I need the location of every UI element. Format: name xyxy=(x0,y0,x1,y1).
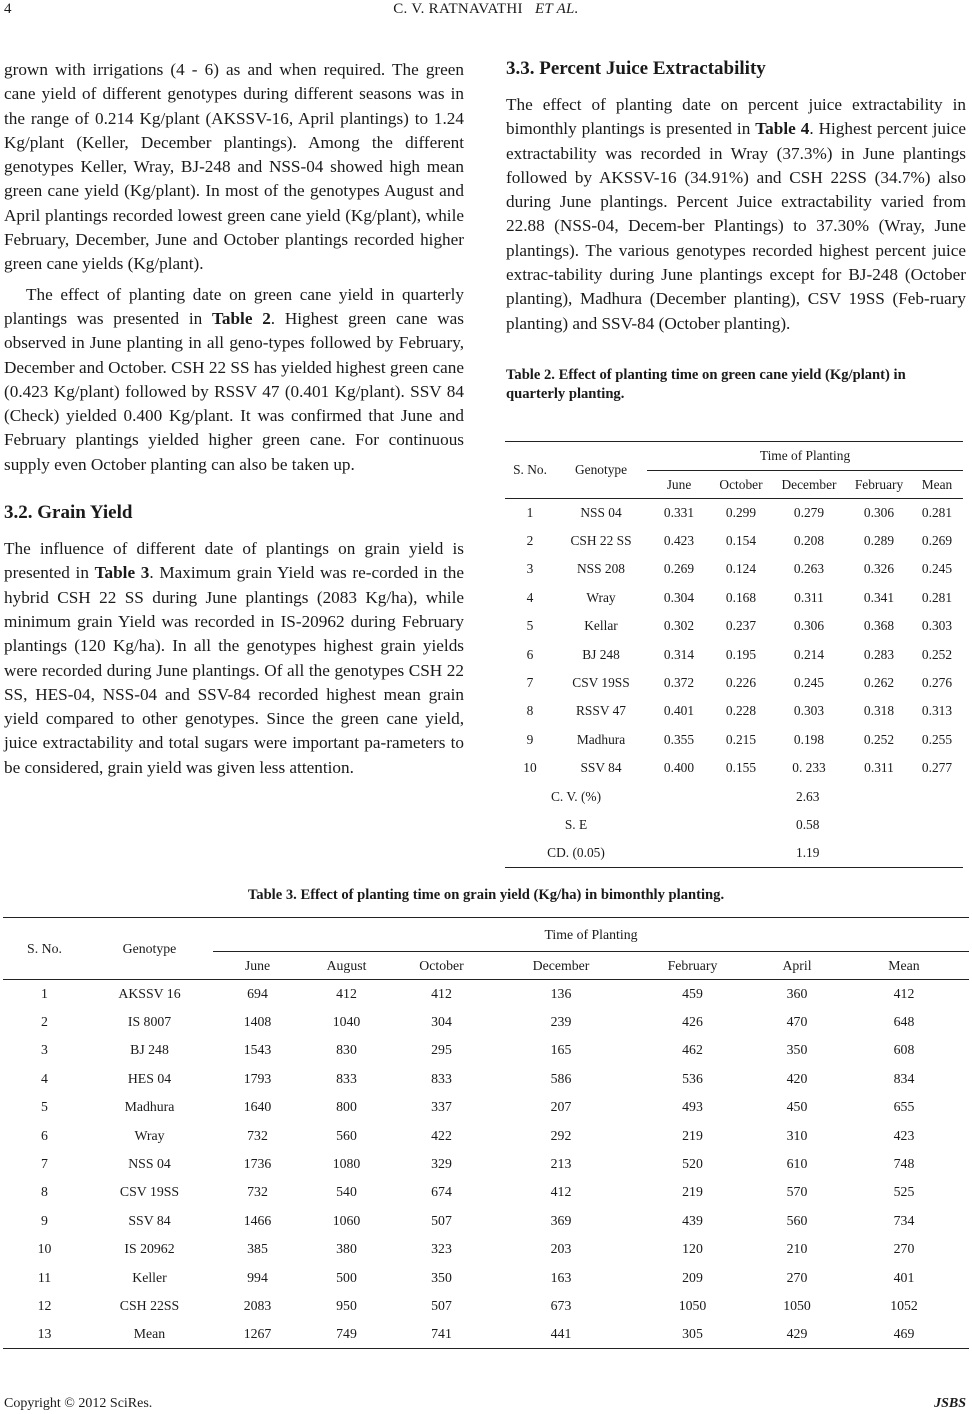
table2-stat-value: 2.63 xyxy=(796,788,820,804)
table2-cell-value: 0.269 xyxy=(663,561,695,577)
table3-row xyxy=(3,1320,969,1348)
table2-cell-sno: 3 xyxy=(526,561,534,577)
table3-cell-value: 560 xyxy=(786,1212,808,1228)
table3-cell-value: 500 xyxy=(336,1269,357,1285)
table3-cell-value: 673 xyxy=(550,1297,572,1313)
table2-cell-value: 0.214 xyxy=(793,646,825,662)
table3-cell-value: 426 xyxy=(682,1014,703,1030)
table2-cell-value: 0.299 xyxy=(725,504,757,520)
table2-cell-genotype: NSS 208 xyxy=(577,561,625,577)
table3-caption: Table 3. Effect of planting time on grain yield (Kg/ha) in bimonthly planting. xyxy=(247,887,725,903)
table3-row xyxy=(3,1121,969,1149)
table3-header-genotype: Genotype xyxy=(86,918,213,980)
table3-header-october: October xyxy=(419,957,464,973)
table3-cell-value: 1050 xyxy=(783,1297,811,1313)
table2-cell-value: 0.281 xyxy=(921,589,953,605)
table2-cell-genotype: Wray xyxy=(586,589,616,605)
table3-header-august: August xyxy=(326,957,367,973)
table3-cell-value: 470 xyxy=(786,1014,808,1030)
table2-header-genotype: Genotype xyxy=(555,442,647,499)
table3-cell-value: 350 xyxy=(786,1042,808,1058)
table2-stat-value: 0.58 xyxy=(796,817,820,833)
table2-caption: Table 2. Effect of planting time on green cane yield (Kg/plant) in quarterly planting. xyxy=(506,366,906,402)
table2-cell-value: 0.263 xyxy=(793,561,825,577)
table3-cell-value: 163 xyxy=(550,1269,572,1285)
table2-row xyxy=(505,612,963,640)
table3-cell-value: 412 xyxy=(336,985,357,1001)
table2-cell-genotype: SSV 84 xyxy=(580,760,622,776)
table2-cell-sno: 5 xyxy=(526,618,534,634)
table2-cell-value: 0.372 xyxy=(663,675,695,691)
table3-cell-value: 732 xyxy=(247,1184,268,1200)
table3-cell-sno: 1 xyxy=(41,985,48,1001)
table2-cell-value: 0.423 xyxy=(663,533,695,549)
table2-cell-value: 0.198 xyxy=(793,731,825,747)
table3-cell-value: 570 xyxy=(786,1184,808,1200)
table3-cell-value: 423 xyxy=(893,1127,915,1143)
table2-cell-value: 0.269 xyxy=(921,533,953,549)
table3-cell-sno: 7 xyxy=(41,1156,48,1172)
table3-cell-value: 507 xyxy=(431,1212,452,1228)
table3-cell-sno: 8 xyxy=(41,1184,48,1200)
table3-cell-sno: 13 xyxy=(37,1326,52,1342)
table2-cell-sno: 8 xyxy=(526,703,534,719)
table2-header-time-of-planting: Time of Planting xyxy=(647,442,963,471)
table3-cell-value: 834 xyxy=(893,1070,915,1086)
paragraph-quarterly-effect xyxy=(4,283,464,477)
table2-cell-value: 0.155 xyxy=(725,760,757,776)
table3-cell-value: 1060 xyxy=(332,1212,361,1228)
table3-cell-value: 1543 xyxy=(243,1042,272,1058)
table3-cell-value: 610 xyxy=(786,1156,808,1172)
table3-cell-value: 310 xyxy=(786,1127,808,1143)
table2-cell-value: 0.228 xyxy=(725,703,757,719)
para3-text-a: The influence of different date of plantings on grain yield is presented in xyxy=(4,539,464,583)
table2-cell-value: 0.281 xyxy=(921,504,953,520)
table2-cell-value: 0.124 xyxy=(725,561,757,577)
table3-cell-value: 439 xyxy=(682,1212,703,1228)
table3-cell-value: 441 xyxy=(550,1326,572,1342)
table2-cell-value: 0.303 xyxy=(793,703,825,719)
table3-cell-value: 830 xyxy=(336,1042,357,1058)
table3-cell-value: 422 xyxy=(431,1127,452,1143)
table3-cell-value: 213 xyxy=(550,1156,572,1172)
table2-cell-value: 0.252 xyxy=(921,646,953,662)
section-heading-juice-extractability: 3.3. Percent Juice Extractability xyxy=(506,58,766,79)
table2-cell-sno: 1 xyxy=(526,504,534,520)
table3-cell-value: 207 xyxy=(550,1099,572,1115)
table3-cell-genotype: IS 20962 xyxy=(124,1241,175,1257)
table2-cell-sno: 4 xyxy=(526,589,534,605)
table3-cell-value: 1050 xyxy=(678,1297,707,1313)
table3-cell-sno: 4 xyxy=(41,1070,48,1086)
para4-text-a: The effect of planting date on percent juice extractability in bimonthly plantings is presented in xyxy=(506,95,966,139)
table3-container xyxy=(3,917,969,1349)
table2-cell-sno: 2 xyxy=(526,533,534,549)
table2-cell-sno: 7 xyxy=(526,675,534,691)
table3-header-april: April xyxy=(782,957,812,973)
table3-cell-value: 507 xyxy=(431,1297,452,1313)
table3-cell-value: 833 xyxy=(336,1070,357,1086)
table3-cell-value: 833 xyxy=(431,1070,452,1086)
table3-cell-value: 1640 xyxy=(243,1099,272,1115)
table3-cell-value: 1080 xyxy=(332,1156,361,1172)
table2-cell-value: 0.262 xyxy=(863,675,895,691)
table3-header-june: June xyxy=(244,957,271,973)
table3-cell-genotype: Madhura xyxy=(124,1099,175,1115)
table3-row xyxy=(3,1093,969,1121)
table3-cell-value: 450 xyxy=(786,1099,808,1115)
table3-header-sno: S. No. xyxy=(3,918,86,980)
table2-stat-label: CD. (0.05) xyxy=(547,845,605,861)
table3-reference-link[interactable]: Table 3 xyxy=(94,563,150,583)
table3-cell-value: 462 xyxy=(682,1042,703,1058)
table3-cell-genotype: HES 04 xyxy=(127,1070,172,1086)
table2-cell-value: 0.237 xyxy=(725,618,757,634)
table3-cell-value: 1793 xyxy=(243,1070,272,1086)
table3-cell-value: 210 xyxy=(786,1241,808,1257)
table2-stat-value: 1.19 xyxy=(796,845,820,861)
table3-cell-value: 655 xyxy=(893,1099,915,1115)
table2-stat-label: C. V. (%) xyxy=(550,788,602,804)
table3-cell-sno: 10 xyxy=(37,1241,52,1257)
table3-grain-yield xyxy=(3,917,969,1349)
table3-cell-value: 586 xyxy=(550,1070,572,1086)
table3-cell-value: 420 xyxy=(786,1070,808,1086)
table2-cell-value: 0.304 xyxy=(663,589,695,605)
table3-cell-sno: 5 xyxy=(41,1099,48,1115)
table2-header-october: October xyxy=(719,476,763,492)
table3-cell-genotype: NSS 04 xyxy=(128,1156,171,1172)
table3-cell-value: 323 xyxy=(431,1241,452,1257)
footer-journal: JSBS xyxy=(934,1396,966,1411)
table2-cell-value: 0.302 xyxy=(663,618,695,634)
table3-cell-value: 648 xyxy=(893,1014,915,1030)
para2-text-b: . Highest green cane was observed in June planting in all geno-types followed by February, December and October. CSH 22 SS has yielded highest green cane (0.423 Kg/plant) followed by RSSV 47 (0.401 Kg/plant). SSV 84 (Check) yielded 0.400 Kg/plant. It was confirmed that June and February plantings yielded higher green cane. For continuous supply even October planting can also be taken up. xyxy=(4,308,464,474)
table2-cell-value: 0.226 xyxy=(725,675,757,691)
section-heading-grain-yield: 3.2. Grain Yield xyxy=(4,502,133,524)
table3-cell-value: 270 xyxy=(786,1269,808,1285)
table3-cell-value: 239 xyxy=(550,1014,572,1030)
table2-header-december: December xyxy=(781,476,837,492)
right-column xyxy=(506,58,966,404)
table2-cell-value: 0. 233 xyxy=(792,760,826,776)
table2-cell-value: 0.400 xyxy=(663,760,695,776)
table3-cell-sno: 12 xyxy=(37,1297,52,1313)
table2-cell-value: 0.368 xyxy=(863,618,895,634)
table2-cell-value: 0.283 xyxy=(863,646,895,662)
table3-cell-value: 540 xyxy=(336,1184,357,1200)
table2-cell-value: 0.313 xyxy=(921,703,953,719)
table2-cell-genotype: RSSV 47 xyxy=(576,703,626,719)
table3-header-time-of-planting: Time of Planting xyxy=(213,918,969,952)
table3-cell-value: 732 xyxy=(247,1127,268,1143)
table2-cell-sno: 6 xyxy=(526,646,534,662)
table3-cell-value: 741 xyxy=(431,1326,452,1342)
paragraph-grain-yield xyxy=(4,537,464,780)
table3-row xyxy=(3,980,969,1008)
table2-cell-value: 0.245 xyxy=(793,675,825,691)
table2-cell-value: 0.401 xyxy=(663,703,695,719)
table3-cell-value: 1040 xyxy=(332,1014,361,1030)
table3-cell-value: 209 xyxy=(682,1269,703,1285)
table3-cell-value: 608 xyxy=(893,1042,915,1058)
table3-row xyxy=(3,1178,969,1206)
table3-cell-genotype: Keller xyxy=(132,1269,167,1285)
table2-cell-value: 0.341 xyxy=(863,589,895,605)
left-column xyxy=(4,58,464,780)
table3-cell-sno: 3 xyxy=(41,1042,48,1058)
table3-cell-genotype: AKSSV 16 xyxy=(118,985,181,1001)
table3-cell-value: 536 xyxy=(682,1070,703,1086)
table3-header-february: February xyxy=(667,957,718,973)
table3-cell-value: 412 xyxy=(431,985,452,1001)
table3-cell-value: 1466 xyxy=(243,1212,272,1228)
table2-row xyxy=(505,640,963,668)
table3-cell-genotype: SSV 84 xyxy=(128,1212,171,1228)
table3-cell-value: 1052 xyxy=(890,1297,918,1313)
table3-cell-value: 734 xyxy=(893,1212,915,1228)
authors-name: C. V. RATNAVATHI xyxy=(393,1,523,17)
footer-copyright: Copyright © 2012 SciRes. xyxy=(4,1396,153,1411)
table2-row xyxy=(505,669,963,697)
table3-cell-value: 1408 xyxy=(243,1014,272,1030)
running-header-authors xyxy=(0,1,972,18)
table3-row xyxy=(3,1065,969,1093)
table3-cell-sno: 9 xyxy=(41,1212,48,1228)
paragraph-juice-extractability xyxy=(506,93,966,336)
table2-row xyxy=(505,754,963,782)
table3-cell-sno: 11 xyxy=(37,1269,52,1285)
table2-cell-value: 0.311 xyxy=(794,589,824,605)
table4-reference-link[interactable]: Table 4 xyxy=(755,119,810,139)
authors-etal: ET AL. xyxy=(534,1,579,17)
table2-cell-value: 0.208 xyxy=(793,533,825,549)
table2-cell-genotype: BJ 248 xyxy=(582,646,620,662)
table3-cell-value: 412 xyxy=(550,1184,572,1200)
para3-text-b: . Maximum grain Yield was re-corded in the hybrid CSH 22 SS during June plantings (2083 Kg/ha), while minimum grain Yield was recorded in IS-20962 during February plantings (120 Kg/ha). In all the genotypes highest grain yields were recorded during June plantings. Of all the genotypes CSH 22 SS, HES-04, NSS-04 and SSV-84 recorded highest mean grain yield compared to other genotypes. Since the green cane yield, juice extractability and total sugars were important pa-rameters to be considered, grain yield was given less attention. xyxy=(4,563,464,777)
table3-cell-genotype: Wray xyxy=(134,1127,165,1143)
table3-cell-value: 292 xyxy=(550,1127,572,1143)
table2-cell-value: 0.326 xyxy=(863,561,895,577)
table2-header-sno: S. No. xyxy=(505,442,555,499)
table2-cell-genotype: CSH 22 SS xyxy=(570,533,632,549)
table2-cell-value: 0.195 xyxy=(725,646,757,662)
table2-cell-genotype: Madhura xyxy=(576,731,626,747)
table3-cell-value: 270 xyxy=(893,1241,915,1257)
table2-cell-value: 0.245 xyxy=(921,561,953,577)
table3-cell-value: 350 xyxy=(431,1269,452,1285)
table3-row xyxy=(3,1207,969,1235)
table3-cell-value: 304 xyxy=(431,1014,452,1030)
table2-cell-genotype: CSV 19SS xyxy=(572,675,630,691)
table3-cell-value: 305 xyxy=(682,1326,703,1342)
table3-cell-genotype: Mean xyxy=(133,1326,166,1342)
table3-cell-value: 401 xyxy=(893,1269,915,1285)
page-number: 4 xyxy=(4,1,12,17)
table3-row xyxy=(3,1263,969,1291)
table2-row xyxy=(505,499,963,527)
table3-cell-value: 385 xyxy=(247,1241,268,1257)
table3-cell-value: 749 xyxy=(336,1326,357,1342)
table3-row xyxy=(3,1036,969,1064)
table2-cell-value: 0.306 xyxy=(863,504,895,520)
table3-cell-value: 493 xyxy=(682,1099,703,1115)
table2-cell-value: 0.314 xyxy=(663,646,695,662)
table3-cell-value: 369 xyxy=(550,1212,572,1228)
table3-cell-sno: 2 xyxy=(41,1014,48,1030)
table3-cell-value: 120 xyxy=(682,1241,703,1257)
para4-text-b: . Highest percent juice extractability was recorded in Wray (37.3%) in June plantings followed by AKSSV-16 (34.91%) and CSH 22SS (34.7%) also during June plantings. Percent Juice extractability varied from 22.88 (NSS-04, Decem-ber Plantings) to 37.30% (Wray, June plantings). The various genotypes recorded highest percent juice extrac-tability during June plantings except for BJ-248 (October planting), Madhura (December planting), CSV 19SS (Feb-ruary planting) and SSV-84 (October planting). xyxy=(506,119,966,333)
table2-cell-value: 0.311 xyxy=(864,760,894,776)
table3-cell-value: 950 xyxy=(336,1297,357,1313)
table2-cell-value: 0.355 xyxy=(663,731,695,747)
table3-cell-value: 994 xyxy=(247,1269,268,1285)
table3-cell-value: 329 xyxy=(431,1156,452,1172)
table2-cell-value: 0.306 xyxy=(793,618,825,634)
table2-cell-sno: 10 xyxy=(523,760,537,776)
table3-cell-value: 380 xyxy=(336,1241,357,1257)
table3-cell-genotype: IS 8007 xyxy=(127,1014,172,1030)
table3-row xyxy=(3,1150,969,1178)
table2-stat-label: S. E xyxy=(564,817,588,833)
table3-cell-value: 1267 xyxy=(243,1326,272,1342)
table2-cell-value: 0.277 xyxy=(921,760,953,776)
table2-reference-link[interactable]: Table 2 xyxy=(212,308,271,328)
table2-container xyxy=(505,441,963,868)
table3-cell-value: 694 xyxy=(247,985,268,1001)
table3-cell-genotype: CSH 22SS xyxy=(119,1297,180,1313)
table3-cell-sno: 6 xyxy=(41,1127,48,1143)
table3-cell-value: 360 xyxy=(786,985,808,1001)
table3-cell-value: 165 xyxy=(550,1042,572,1058)
table3-cell-value: 748 xyxy=(893,1156,915,1172)
table3-cell-genotype: CSV 19SS xyxy=(119,1184,180,1200)
table3-header-mean: Mean xyxy=(888,957,920,973)
table3-cell-value: 469 xyxy=(893,1326,915,1342)
table3-cell-value: 429 xyxy=(786,1326,808,1342)
table2-cell-value: 0.255 xyxy=(921,731,953,747)
table3-cell-value: 219 xyxy=(682,1184,703,1200)
table3-cell-value: 295 xyxy=(431,1042,452,1058)
table3-cell-value: 800 xyxy=(336,1099,357,1115)
table2-cell-value: 0.318 xyxy=(863,703,895,719)
table2-cell-value: 0.279 xyxy=(793,504,825,520)
table2-cell-value: 0.303 xyxy=(921,618,953,634)
table3-cell-value: 2083 xyxy=(243,1297,272,1313)
table3-row xyxy=(3,1235,969,1263)
paragraph-green-cane-range: grown with irrigations (4 - 6) as and when required. The green cane yield of different genotypes during different seasons was in the range of 0.214 Kg/plant (AKSSV-16, April plantings) to 1.24 Kg/plant (Keller, December plantings). Among the different genotypes Keller, Wray, BJ-248 and NSS-04 showed high mean green cane yield (Kg/plant). In most of the genotypes August and April plantings recorded lowest green cane yield (Kg/plant), while February, December, June and October plantings recorded higher green cane yields (Kg/plant). xyxy=(4,60,464,274)
table2-header-june: June xyxy=(666,476,692,492)
table3-cell-value: 520 xyxy=(682,1156,703,1172)
table3-cell-value: 459 xyxy=(682,985,703,1001)
table2-row xyxy=(505,697,963,725)
table3-cell-value: 203 xyxy=(550,1241,572,1257)
table2-cell-value: 0.252 xyxy=(863,731,895,747)
table2-cell-value: 0.289 xyxy=(863,533,895,549)
table2-header-mean: Mean xyxy=(921,476,953,492)
table3-cell-value: 525 xyxy=(893,1184,915,1200)
table2-cell-genotype: Kellar xyxy=(584,618,618,634)
table2-cell-value: 0.331 xyxy=(663,504,695,520)
table2-row xyxy=(505,555,963,583)
table3-row xyxy=(3,1008,969,1036)
table3-cell-value: 136 xyxy=(550,985,572,1001)
table2-cell-value: 0.168 xyxy=(725,589,757,605)
table3-cell-value: 219 xyxy=(682,1127,703,1143)
table3-row xyxy=(3,1292,969,1320)
para2-text-a: The effect of planting date on green cane yield in quarterly plantings was presented in xyxy=(4,284,464,328)
table3-cell-value: 674 xyxy=(431,1184,452,1200)
table3-cell-value: 412 xyxy=(893,985,915,1001)
table2-row xyxy=(505,584,963,612)
table2-green-cane-yield xyxy=(505,441,963,868)
table3-cell-value: 1736 xyxy=(243,1156,272,1172)
table3-cell-value: 337 xyxy=(431,1099,452,1115)
table3-caption-wrap xyxy=(0,886,972,905)
table3-cell-genotype: BJ 248 xyxy=(130,1042,169,1058)
table2-row xyxy=(505,527,963,555)
table3-cell-value: 560 xyxy=(336,1127,357,1143)
table2-cell-value: 0.215 xyxy=(725,731,757,747)
table2-cell-genotype: NSS 04 xyxy=(580,504,622,520)
table2-cell-sno: 9 xyxy=(526,731,534,747)
table3-header-december: December xyxy=(532,957,590,973)
table2-header-february: February xyxy=(854,476,904,492)
table2-cell-value: 0.154 xyxy=(725,533,757,549)
table2-row xyxy=(505,726,963,754)
table2-cell-value: 0.276 xyxy=(921,675,953,691)
